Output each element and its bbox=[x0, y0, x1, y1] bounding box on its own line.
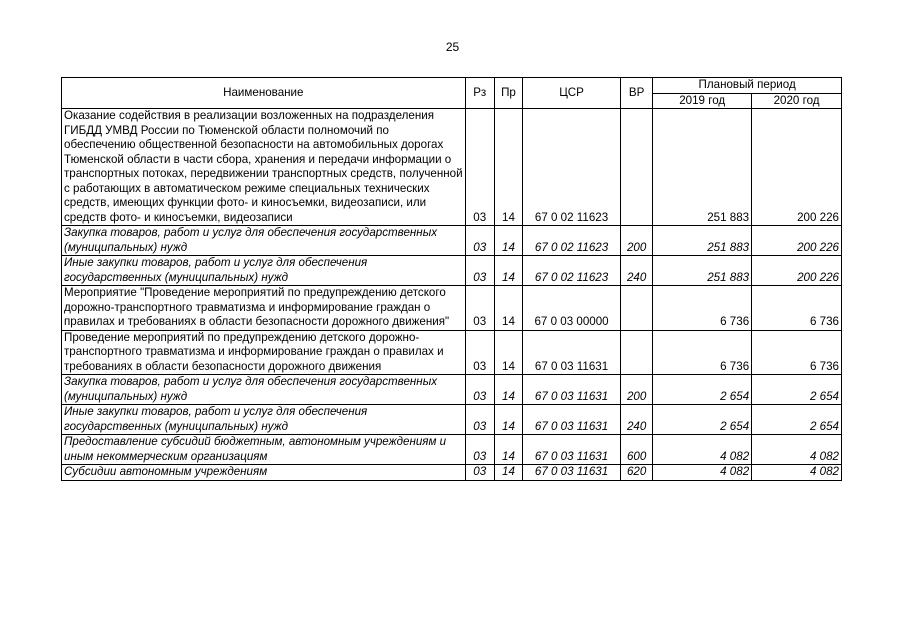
row-pr: 14 bbox=[494, 286, 522, 331]
row-pr: 14 bbox=[494, 465, 522, 481]
row-pr: 14 bbox=[494, 226, 522, 256]
table-row bbox=[62, 226, 842, 256]
header-rz: Рз bbox=[465, 78, 494, 109]
row-name: Субсидии автономным учреждениям bbox=[62, 465, 466, 481]
row-vr: 240 bbox=[620, 256, 652, 286]
row-pr: 14 bbox=[494, 435, 522, 465]
row-rz: 03 bbox=[465, 465, 494, 481]
row-name: Закупка товаров, работ и услуг для обеспечения государственных (муниципальных) нужд bbox=[62, 226, 466, 256]
table-row bbox=[62, 435, 842, 465]
table-row bbox=[62, 405, 842, 435]
table-row bbox=[62, 109, 842, 226]
row-2020: 2 654 bbox=[752, 375, 842, 405]
row-csr: 67 0 02 11623 bbox=[523, 109, 621, 226]
row-2020: 200 226 bbox=[752, 109, 842, 226]
row-csr: 67 0 03 11631 bbox=[523, 405, 621, 435]
table-row bbox=[62, 256, 842, 286]
row-2020: 4 082 bbox=[752, 435, 842, 465]
row-vr bbox=[620, 330, 652, 375]
row-vr: 240 bbox=[620, 405, 652, 435]
row-rz: 03 bbox=[465, 256, 494, 286]
row-2019: 4 082 bbox=[653, 465, 752, 481]
row-2019: 251 883 bbox=[653, 109, 752, 226]
row-name: Оказание содействия в реализации возложенных на подразделения ГИБДД УМВД России по Тюменской области полномочий по обеспечению общественной безопасности на автомобильных дорогах Тюменской области в части сбора, хранения и передачи информации о транспортных потоках, передвижении транспортных средств, полученной с работающих в автоматическом режиме специальных технических средств, имеющих функции фото- и киносъемки, видеозаписи, или средств фото- и киносъемки, видеозаписи bbox=[62, 109, 466, 226]
row-2019: 251 883 bbox=[653, 256, 752, 286]
row-2020: 2 654 bbox=[752, 405, 842, 435]
row-2020: 4 082 bbox=[752, 465, 842, 481]
header-vr: ВР bbox=[620, 78, 652, 109]
table-row bbox=[62, 375, 842, 405]
row-csr: 67 0 03 00000 bbox=[523, 286, 621, 331]
budget-table bbox=[61, 77, 842, 481]
row-pr: 14 bbox=[494, 375, 522, 405]
row-rz: 03 bbox=[465, 330, 494, 375]
row-pr: 14 bbox=[494, 109, 522, 226]
row-2020: 6 736 bbox=[752, 286, 842, 331]
row-name: Мероприятие "Проведение мероприятий по предупреждению детского дорожно-транспортного травматизма и информирование граждан о правилах и требованиях в области безопасности дорожного движения" bbox=[62, 286, 466, 331]
row-vr: 620 bbox=[620, 465, 652, 481]
header-2020: 2020 год bbox=[752, 93, 842, 109]
row-vr: 600 bbox=[620, 435, 652, 465]
row-vr bbox=[620, 286, 652, 331]
header-pr: Пр bbox=[494, 78, 522, 109]
row-pr: 14 bbox=[494, 256, 522, 286]
row-vr: 200 bbox=[620, 375, 652, 405]
row-name: Иные закупки товаров, работ и услуг для обеспечения государственных (муниципальных) нужд bbox=[62, 256, 466, 286]
row-csr: 67 0 03 11631 bbox=[523, 375, 621, 405]
row-rz: 03 bbox=[465, 109, 494, 226]
row-2019: 6 736 bbox=[653, 330, 752, 375]
row-2020: 200 226 bbox=[752, 256, 842, 286]
row-vr bbox=[620, 109, 652, 226]
row-name: Закупка товаров, работ и услуг для обеспечения государственных (муниципальных) нужд bbox=[62, 375, 466, 405]
row-rz: 03 bbox=[465, 405, 494, 435]
row-name: Иные закупки товаров, работ и услуг для обеспечения государственных (муниципальных) нужд bbox=[62, 405, 466, 435]
row-csr: 67 0 02 11623 bbox=[523, 226, 621, 256]
row-pr: 14 bbox=[494, 330, 522, 375]
row-2020: 200 226 bbox=[752, 226, 842, 256]
row-name: Проведение мероприятий по предупреждению детского дорожно-транспортного травматизма и информирование граждан о правилах и требованиях в области безопасности дорожного движения bbox=[62, 330, 466, 375]
row-2019: 4 082 bbox=[653, 435, 752, 465]
row-2019: 2 654 bbox=[653, 405, 752, 435]
header-csr: ЦСР bbox=[523, 78, 621, 109]
header-2019: 2019 год bbox=[653, 93, 752, 109]
row-rz: 03 bbox=[465, 226, 494, 256]
row-csr: 67 0 03 11631 bbox=[523, 435, 621, 465]
row-2020: 6 736 bbox=[752, 330, 842, 375]
row-csr: 67 0 03 11631 bbox=[523, 330, 621, 375]
row-rz: 03 bbox=[465, 435, 494, 465]
row-rz: 03 bbox=[465, 286, 494, 331]
page-number: 25 bbox=[445, 40, 460, 54]
row-2019: 251 883 bbox=[653, 226, 752, 256]
table-row bbox=[62, 286, 842, 331]
row-name: Предоставление субсидий бюджетным, автономным учреждениям и иным некоммерческим организациям bbox=[62, 435, 466, 465]
row-2019: 6 736 bbox=[653, 286, 752, 331]
row-vr: 200 bbox=[620, 226, 652, 256]
table-row bbox=[62, 330, 842, 375]
row-rz: 03 bbox=[465, 375, 494, 405]
header-plan-period: Плановый период bbox=[653, 78, 842, 94]
row-2019: 2 654 bbox=[653, 375, 752, 405]
row-csr: 67 0 03 11631 bbox=[523, 465, 621, 481]
header-name: Наименование bbox=[62, 78, 466, 109]
row-csr: 67 0 02 11623 bbox=[523, 256, 621, 286]
row-pr: 14 bbox=[494, 405, 522, 435]
table-row bbox=[62, 465, 842, 481]
